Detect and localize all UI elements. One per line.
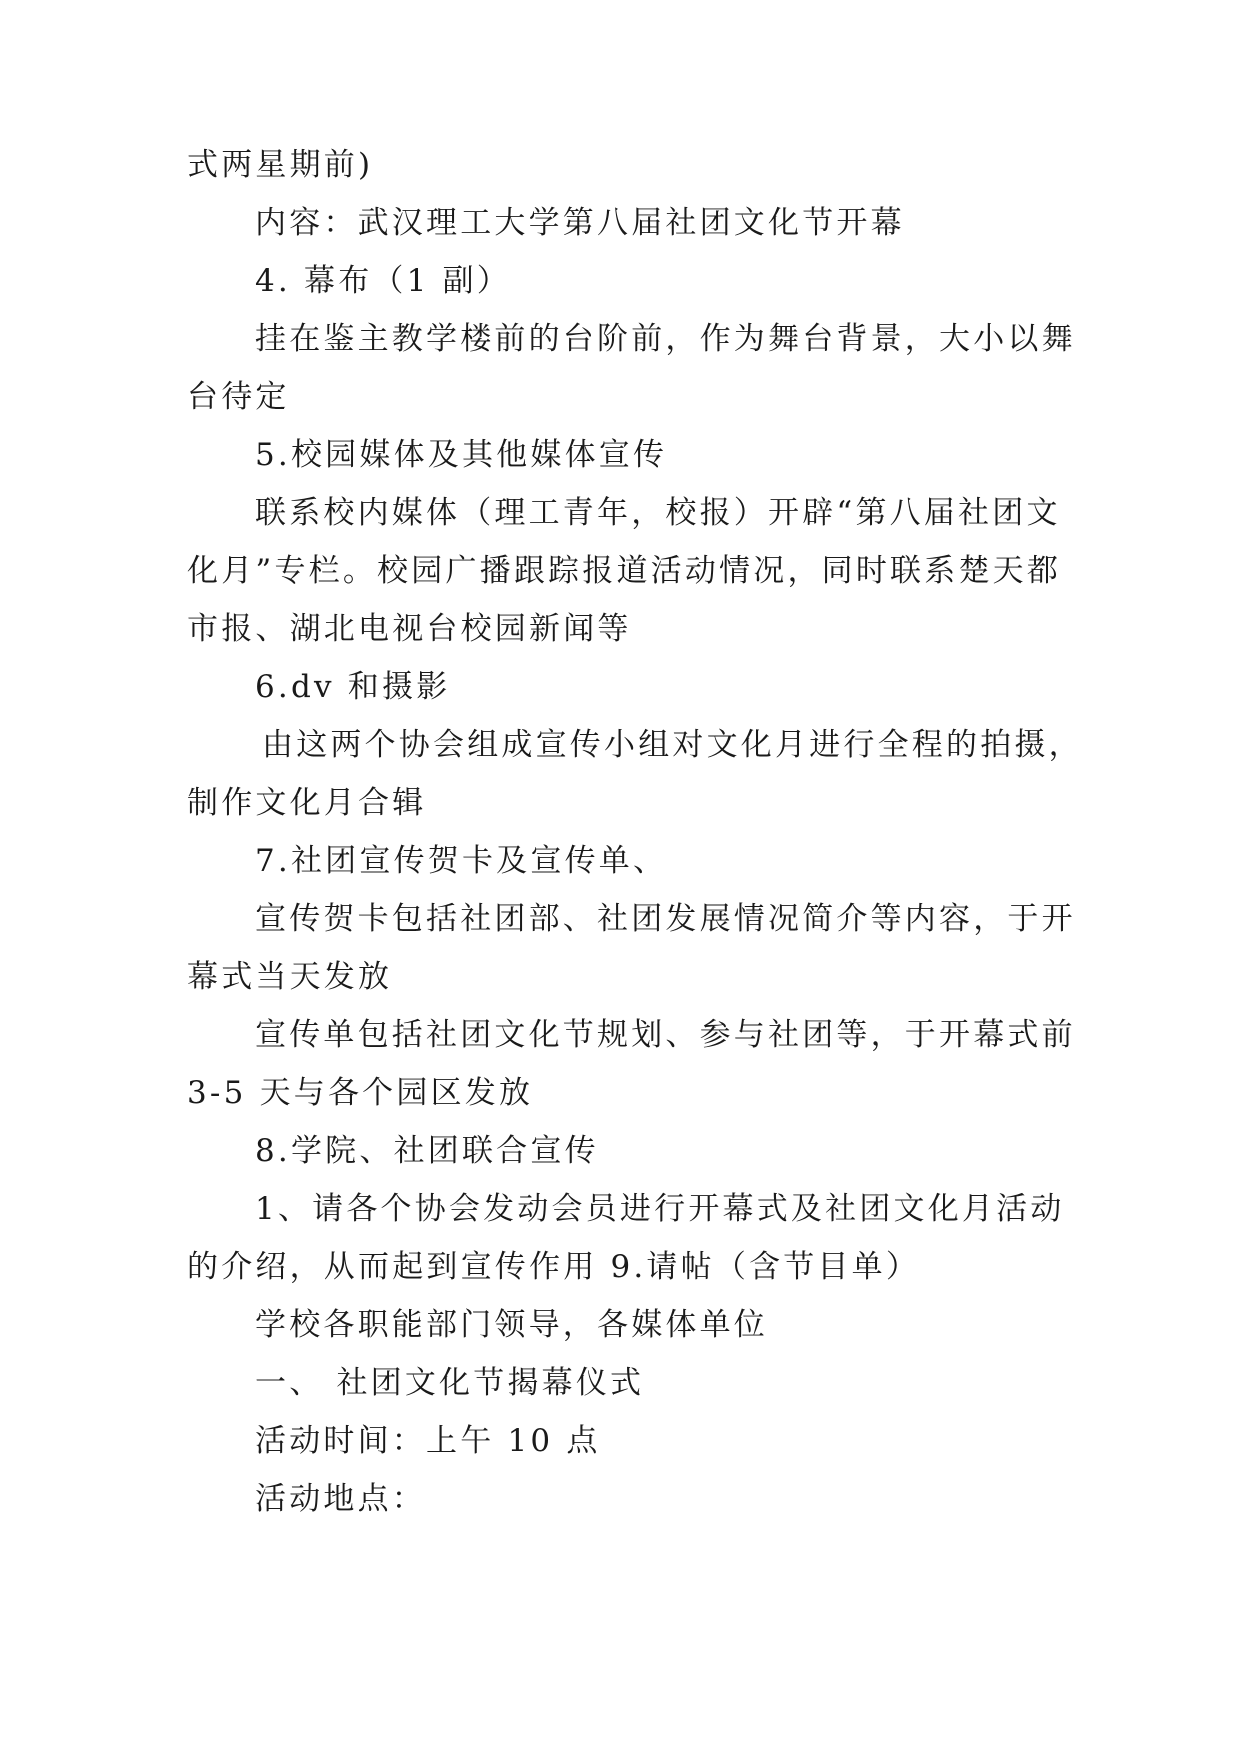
text-line-7: 联系校内媒体（理工青年，校报）开辟“第八届社团文	[255, 495, 1061, 531]
text-line-16: 宣传单包括社团文化节规划、参与社团等，于开幕式前	[255, 1017, 1076, 1053]
text-line-18: 8.学院、社团联合宣传	[255, 1133, 599, 1169]
text-line-8: 化月”专栏。校园广播跟踪报道活动情况，同时联系楚天都	[187, 553, 1062, 589]
text-line-10: 6.dv 和摄影	[255, 669, 451, 705]
text-line-9: 市报、湖北电视台校园新闻等	[187, 611, 632, 647]
text-line-11: 由这两个协会组成宣传小组对文化月进行全程的拍摄，	[262, 727, 1083, 763]
text-line-4: 挂在鉴主教学楼前的台阶前，作为舞台背景，大小以舞	[255, 321, 1076, 357]
text-line-23: 活动时间：上午 10 点	[255, 1423, 601, 1459]
text-line-13: 7.社团宣传贺卡及宣传单、	[255, 843, 668, 879]
text-line-22: 一、 社团文化节揭幕仪式	[255, 1365, 645, 1401]
text-line-3: 4. 幕布（1 副）	[255, 263, 512, 299]
text-line-19: 1、请各个协会发动会员进行开幕式及社团文化月活动	[255, 1191, 1065, 1227]
text-line-20: 的介绍，从而起到宣传作用 9.请帖（含节目单）	[187, 1249, 921, 1285]
text-line-6: 5.校园媒体及其他媒体宣传	[255, 437, 668, 473]
text-line-17: 3-5 天与各个园区发放	[187, 1075, 534, 1111]
text-line-21: 学校各职能部门领导，各媒体单位	[255, 1307, 768, 1343]
text-line-24: 活动地点：	[255, 1481, 426, 1517]
text-line-12: 制作文化月合辑	[187, 785, 427, 821]
text-line-2: 内容：武汉理工大学第八届社团文化节开幕	[255, 205, 905, 241]
text-line-15: 幕式当天发放	[187, 959, 393, 995]
text-line-14: 宣传贺卡包括社团部、社团发展情况简介等内容，于开	[255, 901, 1076, 937]
text-line-5: 台待定	[187, 379, 290, 415]
text-line-1: 式两星期前)	[187, 147, 374, 183]
